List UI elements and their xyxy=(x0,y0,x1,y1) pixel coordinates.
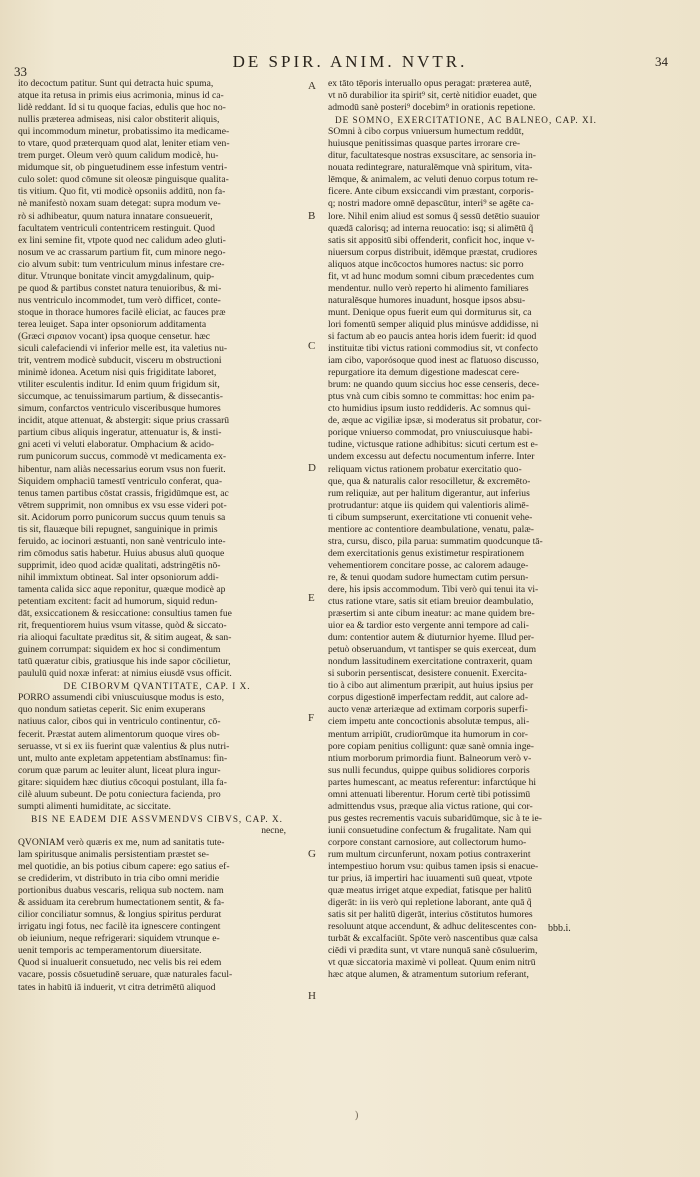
text-line: simum, confarctos ventriculo visceribusque humores xyxy=(18,403,221,415)
text-line: ex tāto tēporis interuallo opus peragat: præterea autē, xyxy=(328,78,532,89)
left-para-3 xyxy=(18,837,296,994)
text-line: atque ita retusa in primis eius acrimonia, minus id ca- xyxy=(18,90,224,102)
text-line: lam spiritusque animalis persistentiam præstet se- xyxy=(18,849,210,860)
text-line: dem exercitationis genus existimetur respirationem xyxy=(328,547,525,559)
text-line: portionibus duabus vescaris, reliqua sub noctem. nam xyxy=(18,885,224,897)
margin-letter-g: G xyxy=(308,848,316,860)
text-line: ficere. Ante cibum exsiccandi vim præstant, corporis- xyxy=(328,186,534,198)
text-line: SOmni à cibo corpus vniuersum humectum reddūt, xyxy=(328,126,524,138)
margin-letter-d: D xyxy=(308,462,316,474)
text-line: sus nulli fecundus, quippe quibus solidiores corporis xyxy=(328,764,530,776)
text-line: rum multum circunferunt, noxam potius contraxerint xyxy=(328,849,531,860)
text-line: tatū quæratur cibis, gratiusque his inde sapor cōcilietur, xyxy=(18,656,231,668)
text-line: ob ieiunium, neque refrigerari: siquidem vtrunque e- xyxy=(18,933,220,945)
margin-letter-c: C xyxy=(308,340,316,352)
margin-letter-h: H xyxy=(308,990,316,1002)
text-line: nè manifestò noxam suam detegat: supra modum ve- xyxy=(18,198,221,210)
text-line: incidit, atque attenuat, & abstergit: sique prius crassarū xyxy=(18,415,230,427)
text-line: admittendus vsus, præque alia victus ratione, qui cor- xyxy=(328,800,533,812)
text-line: minimè idonea. Acetum nisi quis frigiditate laboret, xyxy=(18,367,217,379)
text-line: corum quæ parum ac leuiter alunt, liceat plura ingur- xyxy=(18,764,221,776)
text-line: unt, multo ante expletam appetentiam abstīnamus: fin- xyxy=(18,752,228,764)
text-line: lore. Nihil enim aliud est somus q̃ sessū detētio suauior xyxy=(328,210,540,222)
heading-somno: DE SOMNO, EXERCITATIONE, AC BALNEO, CAP. XI. xyxy=(335,115,597,126)
margin-letter-a: A xyxy=(308,80,316,92)
text-line: protrudantur: atque iis quidem qui valentioris alimē- xyxy=(328,499,529,511)
text-line: tenus tamen partibus cōstat crassis, frigidūmque est, ac xyxy=(18,487,229,499)
text-line: cilior conciliatur somnus, & longius spiritus perdurat xyxy=(18,909,222,921)
text-line: culo solet: quod cōmune sit oleosæ pinguisque qualita- xyxy=(18,174,229,186)
text-line: & assiduam ita cerebrum humectationem sentit, & fa- xyxy=(18,897,225,909)
text-line: Siquidem omphaciū tamestī ventriculo conferat, qua- xyxy=(18,475,223,487)
text-line: ditur, facultatesque nostras exsuscitare, ac sensoria in- xyxy=(328,150,536,162)
text-line: vacare, possis cōsuetudinē seruare, quæ naturales facul- xyxy=(18,969,233,981)
text-line: petentiam excitent: facit ad humorum, siquid redun- xyxy=(18,596,218,608)
text-line: tamenta calida sicc aque reponitur, quæque modicè ap xyxy=(18,583,226,595)
heading-bis-sub: necne, xyxy=(261,824,286,836)
text-line: PORRO assumendi cibi vniuscuiusque modus is esto, xyxy=(18,692,224,704)
text-line: re, & tenui quodam sudore humectam cutim persun- xyxy=(328,571,529,583)
running-title: DE SPIR. ANIM. NVTR. xyxy=(232,52,468,71)
text-line: aliquos atque incōcoctos humores nactus: sic porro xyxy=(328,258,524,270)
text-line: cilè aluum subeunt. De potu coniectura facienda, pro xyxy=(18,788,221,800)
text-line: pe quod & partibus constet natura tenuioribus, & mi- xyxy=(18,282,222,294)
text-line: ntium morborum primordia fiunt. Balneorum verò v- xyxy=(328,752,532,764)
text-line: turbāt & excalfaciūt. Spōte verò nascentibus quæ calsa xyxy=(328,933,538,945)
text-line: ctus ratione vtare, satis sit etiam breuior deambulatio, xyxy=(328,596,534,608)
page-number-right: 34 xyxy=(655,54,668,69)
text-line: intempestiuo horum vsu: quibus tamen ipsis si enacue- xyxy=(328,861,539,873)
text-line: mendentur. nullo verò reperto hi alimento familiares xyxy=(328,282,529,294)
text-line: mentiore ac contentiore deambulatione, venatu, palæ- xyxy=(328,523,534,535)
text-line: nullis præterea admiseas, nisi calor obstiterit aliquis, xyxy=(18,114,220,126)
text-line: nihil immixtum obtineat. Sal inter opsoniorum addi- xyxy=(18,571,219,583)
text-line: irrigatu ingi fotus, nec facilè ita ignescere contingent xyxy=(18,921,221,933)
text-line: ti cibum sumpserunt, exercitatione vti conuenit vehe- xyxy=(328,511,533,523)
text-line: aucto venæ arteriæque ad extimam corporis superfi- xyxy=(328,704,528,716)
text-line: que, qua & naturalis calor resocilletur, & excremēto- xyxy=(328,475,531,487)
text-line: q; nostri madore omnē depascūtur, interi⁹ se agēte ca- xyxy=(328,198,534,210)
heading-bis: BIS NE EADEM DIE ASSVMENDVS CIBVS, CAP. X. xyxy=(31,813,283,824)
margin-letter-f: F xyxy=(308,712,315,724)
text-line: lori fomentū semper aliquid plus minúsve addidisse, ni xyxy=(328,318,539,330)
text-line: gni aceti vi veluti elaboratur. Omphacium & acido- xyxy=(18,439,215,451)
text-line: dere, his ipsis accommodum. Tibi verò qui tenui ita vi- xyxy=(328,583,539,595)
text-line: lidè reddant. Id si tu quoque facias, edulis que hoc no- xyxy=(18,102,226,114)
text-line: tudine, victusque ratione adhibitus: sicuti certum est e- xyxy=(328,439,538,451)
margin-letter-b: B xyxy=(308,210,316,222)
text-line: nondum lassitudinem exercitatione contraxerit, quam xyxy=(328,656,533,668)
text-line: trem purget. Oleum verò quum calidum modicè, hu- xyxy=(18,150,219,162)
text-line: cto humidius ipsum iusto reddideris. Ac somnus qui- xyxy=(328,403,531,415)
text-line: feruido, ac iocinori æstuanti, non sanè ventriculo inte- xyxy=(18,535,226,547)
left-column xyxy=(18,78,296,994)
text-line: rum reliquiæ, aut per halitum digerantur, aut inferius xyxy=(328,487,530,499)
text-line: instituitæ tibi victus rationi commodius sit, vt confecto xyxy=(328,343,538,355)
text-line: vt nō durabilior ita spirit⁹ sit, certè nitidior euadet, que xyxy=(328,90,537,102)
text-line: sumpti alimenti humiditate, ac siccitate. xyxy=(18,800,171,812)
text-line: to vtare, quod præterquam quod alat, leniter etiam ven- xyxy=(18,138,230,150)
text-line: Quod si inualuerit consuetudo, nec velis bis rei edem xyxy=(18,957,222,969)
text-line: tur prius, iā impertiri hac iuuamenti suū queat, vtpote xyxy=(328,873,533,885)
text-line: dum: contentior autem & diuturnior hyeme. Illud per- xyxy=(328,632,535,644)
text-line: reliquam victus rationem probatur exercitatio quo- xyxy=(328,463,522,475)
text-line: trit, ventrem modicè subducit, visceru m obstructioni xyxy=(18,355,222,367)
text-line: ciēdi vi prædita sunt, vt vtare nunquā sanè cōsuluerim, xyxy=(328,945,538,957)
text-line: munt. Denique opus fuerit eum qui dormiturus sit, ca xyxy=(328,306,532,318)
text-line: hæc atque alumen, & atramentum sutorium referant, xyxy=(328,969,529,981)
text-line: partes humescant, ac meatus referentur: infarctúque hi xyxy=(328,776,537,788)
text-line: repurgatiore ita demum digestione madescat cere- xyxy=(328,367,520,379)
text-line: satis sit appositū sibi offenderit, conficit hoc, inque v- xyxy=(328,234,535,246)
text-line: tio à cibo aut alimentum præripit, aut huius ipsius per xyxy=(328,680,534,692)
text-line: de, æque ac vigiliæ ipsæ, si moderatus sit probatur, cor- xyxy=(328,415,542,427)
text-line: sit. Acidorum porro punicorum succus quum tenuis sa xyxy=(18,511,226,523)
text-line: seruasse, vt si ex iis fuerint quæ valentius & plus nutri- xyxy=(18,740,230,752)
text-line: iunii consuetudine confectum & frugalitate. Nam qui xyxy=(328,824,532,836)
text-line: ciem impetu ante concoctionis absolutæ tempus, ali- xyxy=(328,716,530,728)
text-line: rim cōmodus satis habetur. Huius abusus aluū quoque xyxy=(18,547,225,559)
right-column xyxy=(328,78,604,982)
text-line: facultatem ventriculi contentricem restinguit. Quod xyxy=(18,222,215,234)
text-line: resoluunt atque accendunt, & adhuc delitescentes con- xyxy=(328,921,537,933)
text-line: terea leuiget. Sapa inter opsoniorum additamenta xyxy=(18,318,207,330)
text-line: natiuus calor, cibos qui in ventriculo continentur, cō- xyxy=(18,716,221,728)
text-line: iam cibo, vaporósoque quod inest ac flatuoso discusso, xyxy=(328,355,539,367)
text-line: quæ meatus irriget atque expediat, fatisque per halitū xyxy=(328,885,532,897)
text-line: ria alioqui facultate præditus sit, & sitim augeat, & san- xyxy=(18,632,232,644)
text-line: vētrem supprimit, non omnibus ex vsu esse videri pot- xyxy=(18,499,227,511)
text-line: corpore constant carnosiore, aut collectorum humo- xyxy=(328,836,527,848)
text-line: siccumque, ac tenuissimarum partium, & dissecantis- xyxy=(18,391,223,403)
text-line: cio alvum subit: tum ventriculum minus infestare cre- xyxy=(18,258,225,270)
text-line: brum: ne quando quum siccius hoc esse censeris, dece- xyxy=(328,379,540,391)
text-line: pus gestes recrementis vacuis subaridūmque, sic à te ie- xyxy=(328,812,542,824)
text-line: uenit temporis ac temperamentorum diuersitate. xyxy=(18,945,202,957)
text-line: lēmque, & animalem, ac veluti denuo corpus totum re- xyxy=(328,174,538,186)
text-line: qui incommodum minetur, probatissimo ita medicame- xyxy=(18,126,230,138)
text-line: mel quotidie, an bis potius cibum capere: ego satius ef- xyxy=(18,861,230,873)
text-line: pore copiam penitius colligunt: quæ sanè omnia inge- xyxy=(328,740,534,752)
text-line: siculi calefaciendi vi inferior melle est, ita valetius nu- xyxy=(18,343,228,355)
text-line: supprimit, ideo quod acidæ qualitati, adstringētis nō- xyxy=(18,559,221,571)
text-line: uior ea & tardior esto vergente anni tempore ad cali- xyxy=(328,620,529,632)
text-line: vt quæ siccatoria maximè vi polleat. Quum enim nitrū xyxy=(328,957,536,969)
text-line: dāt, exsiccationem & resiccatione: consultius tamen fue xyxy=(18,608,232,620)
text-line: stoque in thorace humores facilè eliciat, ac fauces præ xyxy=(18,306,226,318)
text-line: nus ventriculo incommodet, tum verò difficet, conte- xyxy=(18,294,221,306)
text-line: niuersum corpus distribuit, idēmque præstat, crudiores xyxy=(328,246,538,258)
text-line: rò si adhibeatur, quum natura innatare consueuerit, xyxy=(18,210,213,222)
text-line: nouata redintegrare, naturalēmque vnà spiritum, vita- xyxy=(328,162,533,174)
text-line: naturalēsque humores inuadunt, hosque ipsos absu- xyxy=(328,294,526,306)
right-para-2 xyxy=(328,126,604,981)
footer-mark: ) xyxy=(355,1110,359,1121)
text-line: satis sit per halitū digerāt, interius cōstitutos humores xyxy=(328,909,533,921)
text-line: præsertim si ante cibum ineatur: ac mane quidem bre- xyxy=(328,608,535,620)
left-para-2 xyxy=(18,692,296,812)
page-number-left: 33 xyxy=(14,64,27,79)
text-line: vtiliter esculentis inditur. Id enim quum frigidum sit, xyxy=(18,379,220,391)
text-line: guinem corrumpat: siquidem ex hoc si condimentum xyxy=(18,644,221,656)
text-line: huiusque penitissimas quasque partes irrorare cre- xyxy=(328,138,521,150)
text-line: omni attenuati liberentur. Horum certè tibi potissimū xyxy=(328,788,531,800)
text-line: vehementiorem concitare posse, ac calorem adauge- xyxy=(328,559,529,571)
text-line: paululū quid noxæ inferat: at nimius eiusdē vsus officit. xyxy=(18,668,232,680)
text-line: rum punicorum succus, commodè vt medicamenta ex- xyxy=(18,451,227,463)
text-line: undem excessu aut defectu nocumentum inferre. Inter xyxy=(328,451,535,463)
text-line: digerāt: in iis verò qui repletione laborant, ante quā q̃ xyxy=(328,897,532,909)
text-line: fecerit. Præstat autem alimentorum quoque vires ob- xyxy=(18,728,220,740)
text-line: porique vniuerso commodat, pro vniuscuiusque habi- xyxy=(328,427,533,439)
text-line: si suborin persentiscat, desistere conuenit. Exercita- xyxy=(328,668,528,680)
left-para-1 xyxy=(18,78,296,680)
text-line: stra, cursu, disco, pila parua: summatim quodcunque tā- xyxy=(328,535,543,547)
heading-quantitate: DE CIBORVM QVANTITATE, CAP. I X. xyxy=(63,681,251,692)
text-line: ito decoctum patitur. Sunt qui detracta huic spuma, xyxy=(18,78,214,89)
text-line: ex lini semine fit, vtpote quod nec calidum adeo gluti- xyxy=(18,234,226,246)
text-line: partium cibus aliquis ingeratur, attenuatur is, & insti- xyxy=(18,427,222,439)
text-line: mentum arripiūt, crudiorūmque ita humorum in cor- xyxy=(328,728,528,740)
text-line: gitare: siquidem hæc diutius cōcoqui postulant, illa fa- xyxy=(18,776,227,788)
text-line: rit, frequentiorem huius vsum vitasse, quòd & siccato- xyxy=(18,620,227,632)
text-line: si factum ab eo paucis antea horis idem fuerit: id quod xyxy=(328,330,537,342)
signature-mark: bbb.i. xyxy=(548,923,571,934)
text-line: ptus vnà cum cibis somno te committas: hoc enim pa- xyxy=(328,391,535,403)
text-line: admodū sanè posteri⁹ docebim⁹ in orationis repetione. xyxy=(328,102,536,114)
text-line: petuò obseruandum, vt tantisper se quis exerceat, dum xyxy=(328,644,537,656)
text-line: midumque sit, ob pinguetudinem esse infestum ventri- xyxy=(18,162,228,174)
text-line: se crediderim, vt distributo in tria cibo omni meridie xyxy=(18,873,220,885)
right-para-1 xyxy=(328,78,604,114)
text-line: tates in habitū iā induerit, vt citra detrimētū aliquod xyxy=(18,981,216,993)
text-line: tis vitium. Quo fit, vti modicè opsoniis additū, non fa- xyxy=(18,186,226,198)
text-line: fit, vt ad hunc modum somni cibum præcedentes cum xyxy=(328,270,534,282)
text-line: QVONIAM verò quæris ex me, num ad sanitatis tute- xyxy=(18,836,225,848)
text-line: ditur. Vtrunque bonitate vincit amygdalinum, quip- xyxy=(18,270,215,282)
text-line: (Græci σιραιον vocant) ipsa quoque censetur. hæc xyxy=(18,330,211,342)
margin-letter-e: E xyxy=(308,592,315,604)
text-line: quædā calorisq; ad interna reuocatio: isq; si alimētū q̃ xyxy=(328,222,534,234)
text-line: nosum ve ac crassarum partium fit, cum minore nego- xyxy=(18,246,226,258)
text-line: hibentur, nam aliàs necessarius eorum vsus non fuerit. xyxy=(18,463,226,475)
text-line: tis sit, flauæque bili repugnet, sanguinique in primis xyxy=(18,523,218,535)
text-line: corpus digestionē imperfectam reddit, aut calore ad- xyxy=(328,692,529,704)
text-line: quo nondum satietas ceperit. Sic enim exuperans xyxy=(18,704,206,716)
